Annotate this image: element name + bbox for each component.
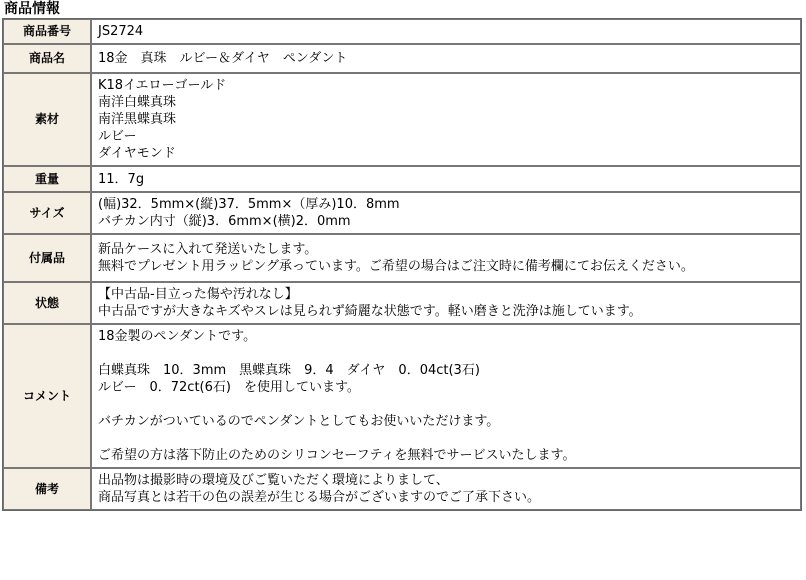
row-material (3, 73, 801, 166)
row-notes (3, 468, 801, 510)
value-line: 11．7g (98, 171, 145, 187)
value-line: 18金 真珠 ルビー＆ダイヤ ペンダント (98, 51, 348, 66)
value-product-name (91, 44, 801, 73)
row-size (3, 192, 801, 234)
value-product-number (91, 19, 801, 44)
value-line: ルビー (98, 129, 137, 144)
row-product-number (3, 19, 801, 44)
blank-line (98, 430, 800, 447)
row-accessories (3, 234, 801, 282)
product-info-table (2, 18, 802, 511)
value-condition (91, 282, 801, 324)
value-material (91, 73, 801, 166)
row-weight (3, 166, 801, 192)
value-size (91, 192, 801, 234)
value-line: K18イエローゴールド (98, 78, 227, 93)
value-line: 【中古品-目立った傷や汚れなし】 (98, 287, 298, 302)
value-accessories (91, 234, 801, 282)
label-notes: 備考 (3, 468, 91, 510)
value-line: バチカンがついているのでペンダントとしてもお使いいただけます。 (98, 414, 500, 429)
label-size: サイズ (3, 192, 91, 234)
value-line: ダイヤモンド (98, 146, 176, 161)
label-accessories: 付属品 (3, 234, 91, 282)
label-weight: 重量 (3, 166, 91, 192)
value-line: 出品物は撮影時の環境及びご覧いただく環境によりまして、 (98, 473, 449, 488)
value-line: 無料でプレゼント用ラッピング承っています。ご希望の場合はご注文時に備考欄にてお伝えください。 (98, 259, 694, 274)
label-product-name: 商品名 (3, 44, 91, 73)
value-line: JS2724 (98, 24, 144, 39)
value-line: 中古品ですが大きなキズやスレは見られず綺麗な状態です。軽い磨きと洗浄は施しています。 (98, 304, 642, 319)
row-condition (3, 282, 801, 324)
value-line: 新品ケースに入れて発送いたします。 (98, 242, 318, 257)
row-product-name (3, 44, 801, 73)
label-material: 素材 (3, 73, 91, 166)
blank-line (98, 345, 800, 362)
value-line: 南洋白蝶真珠 (98, 95, 177, 110)
value-line: 南洋黒蝶真珠 (98, 112, 177, 127)
value-weight (91, 166, 801, 192)
row-comment (3, 324, 801, 468)
value-line: (幅)32．5mm×(縦)37．5mm×（厚み)10．8mm (98, 197, 400, 212)
value-line: ルビー 0．72ct(6石) を使用しています。 (98, 380, 360, 395)
value-line: 18金製のペンダントです。 (98, 329, 257, 344)
blank-line (98, 396, 800, 413)
value-line: 白蝶真珠 10．3mm 黒蝶真珠 9．4 ダイヤ 0．04ct(3石) (98, 363, 480, 378)
value-comment (91, 324, 801, 468)
label-condition: 状態 (3, 282, 91, 324)
value-notes (91, 468, 801, 510)
value-line: ご希望の方は落下防止のためのシリコンセーフティを無料でサービスいたします。 (98, 448, 576, 463)
value-line: 商品写真とは若干の色の誤差が生じる場合がございますのでご了承下さい。 (98, 490, 541, 505)
label-comment: コメント (3, 324, 91, 468)
label-product-number: 商品番号 (3, 19, 91, 44)
value-line: バチカン内寸（縦)3．6mm×(横)2．0mm (98, 214, 351, 229)
section-title: 商品情報 (4, 1, 60, 17)
